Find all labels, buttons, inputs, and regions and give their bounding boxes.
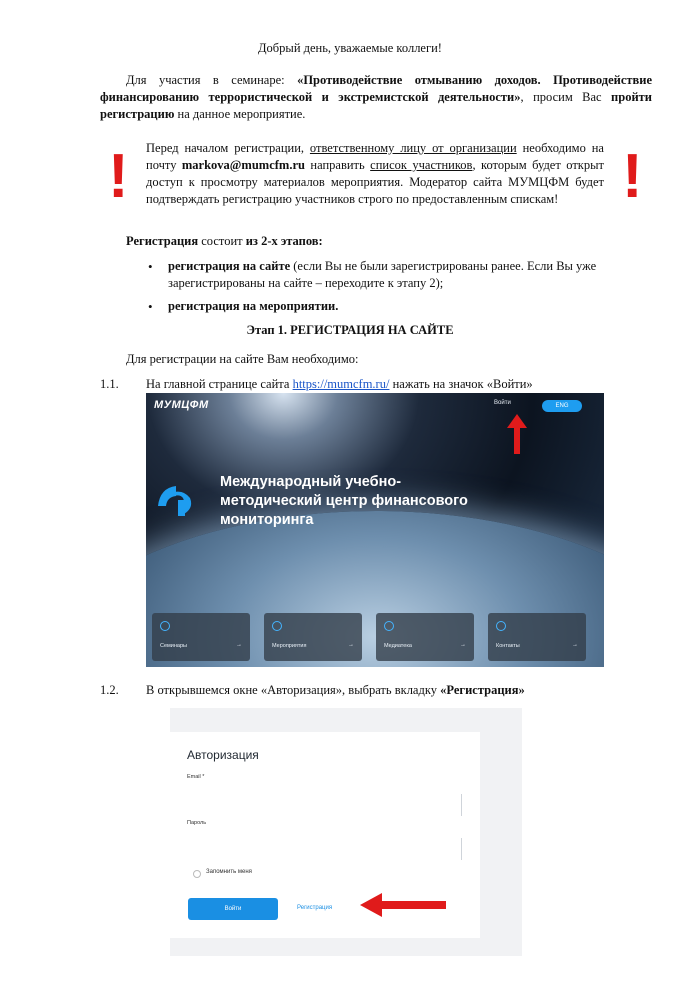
email-label: Email * (187, 774, 205, 780)
arrow-right-icon: → (572, 642, 578, 648)
warning-text: , которым будет открыт доступ к просмотру материалов мероприятия. Модератор сайта МУМЦФМ будет подтверждать регистрацию участников строго по предоставленным спискам! (146, 158, 604, 206)
site-logo: МУМЦФМ (154, 399, 209, 411)
stages-list (148, 258, 648, 321)
list-item-bold: регистрация на мероприятии. (168, 299, 339, 313)
arrow-right-icon: → (348, 642, 354, 648)
card-label: Медиатека (384, 643, 412, 649)
brand-mark-icon (154, 478, 198, 522)
stages-text: состоит (198, 234, 246, 248)
card-label: Семинары (160, 643, 187, 649)
step-text-part: На главной странице сайта (146, 377, 293, 391)
password-field[interactable] (461, 838, 462, 860)
instruction-lead: Для регистрации на сайте Вам необходимо: (126, 352, 359, 366)
login-link[interactable]: Войти (494, 400, 511, 406)
step-text-part: нажать на значок «Войти» (389, 377, 533, 391)
stages-bold: из 2-х этапов: (245, 234, 323, 248)
exclamation-icon: ! (622, 142, 643, 211)
remember-checkbox[interactable] (193, 870, 201, 878)
responsible-person: ответственному лицу от организации (309, 141, 517, 155)
intro-text: , просим Вас (520, 90, 612, 104)
email-field[interactable] (461, 794, 462, 816)
seminar-title: «Противодействие отмыванию доходов. Противодействие финансированию террористической и экстремистской деятельности» (100, 73, 653, 104)
site-link[interactable]: https://mumcfm.ru/ (292, 377, 390, 391)
stages-intro (126, 233, 323, 250)
card-label: Контакты (496, 643, 520, 649)
language-button[interactable]: ENG (542, 400, 582, 412)
login-button[interactable]: Войти (188, 898, 278, 920)
card-contacts[interactable] (488, 613, 586, 661)
globe-icon (160, 621, 170, 631)
stage-heading: Этап 1. РЕГИСТРАЦИЯ НА САЙТЕ (246, 323, 454, 337)
card-label: Мероприятия (272, 643, 307, 649)
warning-text: необходимо на почту (146, 141, 604, 172)
register-emphasis: пройти регистрацию (100, 90, 652, 121)
warning-text: направить (304, 158, 371, 172)
calendar-icon (272, 621, 282, 631)
participant-list: список участников (370, 158, 473, 172)
exclamation-icon: ! (108, 142, 129, 211)
register-tab-name: «Регистрация» (440, 683, 525, 697)
card-events[interactable] (264, 613, 362, 661)
red-arrow-up-icon (507, 414, 527, 454)
arrow-right-icon: → (460, 642, 466, 648)
list-item-text: (если Вы не были зарегистрированы ранее. Если Вы уже зарегистрированы на сайте – переходите к этапу 2); (168, 259, 597, 290)
arrow-right-icon: → (236, 642, 242, 648)
list-item (148, 298, 648, 315)
step-text (146, 376, 533, 393)
auth-window-screenshot (170, 708, 522, 956)
warning-text: Перед началом регистрации, (146, 141, 310, 155)
card-media[interactable] (376, 613, 474, 661)
site-cards (152, 613, 598, 661)
greeting: Добрый день, уважаемые коллеги! (258, 41, 442, 55)
step-number: 1.1. (100, 377, 119, 391)
password-label: Пароль (187, 820, 207, 826)
intro-paragraph (100, 72, 652, 123)
email-address: markova@mumcfm.ru (181, 158, 305, 172)
list-item-bold: регистрация на сайте (168, 259, 291, 273)
media-icon (384, 621, 394, 631)
warning-paragraph (146, 140, 604, 208)
intro-text: на данное мероприятие. (174, 107, 306, 121)
phone-icon (496, 621, 506, 631)
intro-text: Для участия в семинаре: (126, 73, 298, 87)
step-text (146, 682, 525, 699)
auth-title: Авторизация (187, 748, 259, 762)
list-item (148, 258, 648, 292)
card-seminars[interactable] (152, 613, 250, 661)
step-number: 1.2. (100, 683, 119, 697)
site-homepage-screenshot (146, 393, 604, 667)
register-link[interactable]: Регистрация (297, 905, 333, 911)
site-headline: Международный учебно-методический центр финансового мониторинга (220, 474, 468, 528)
remember-label: Запомнить меня (206, 869, 252, 875)
step-text-part: В открывшемся окне «Авторизация», выбрать вкладку (146, 683, 441, 697)
red-arrow-left-icon (360, 893, 446, 917)
stages-bold: Регистрация (126, 234, 199, 248)
